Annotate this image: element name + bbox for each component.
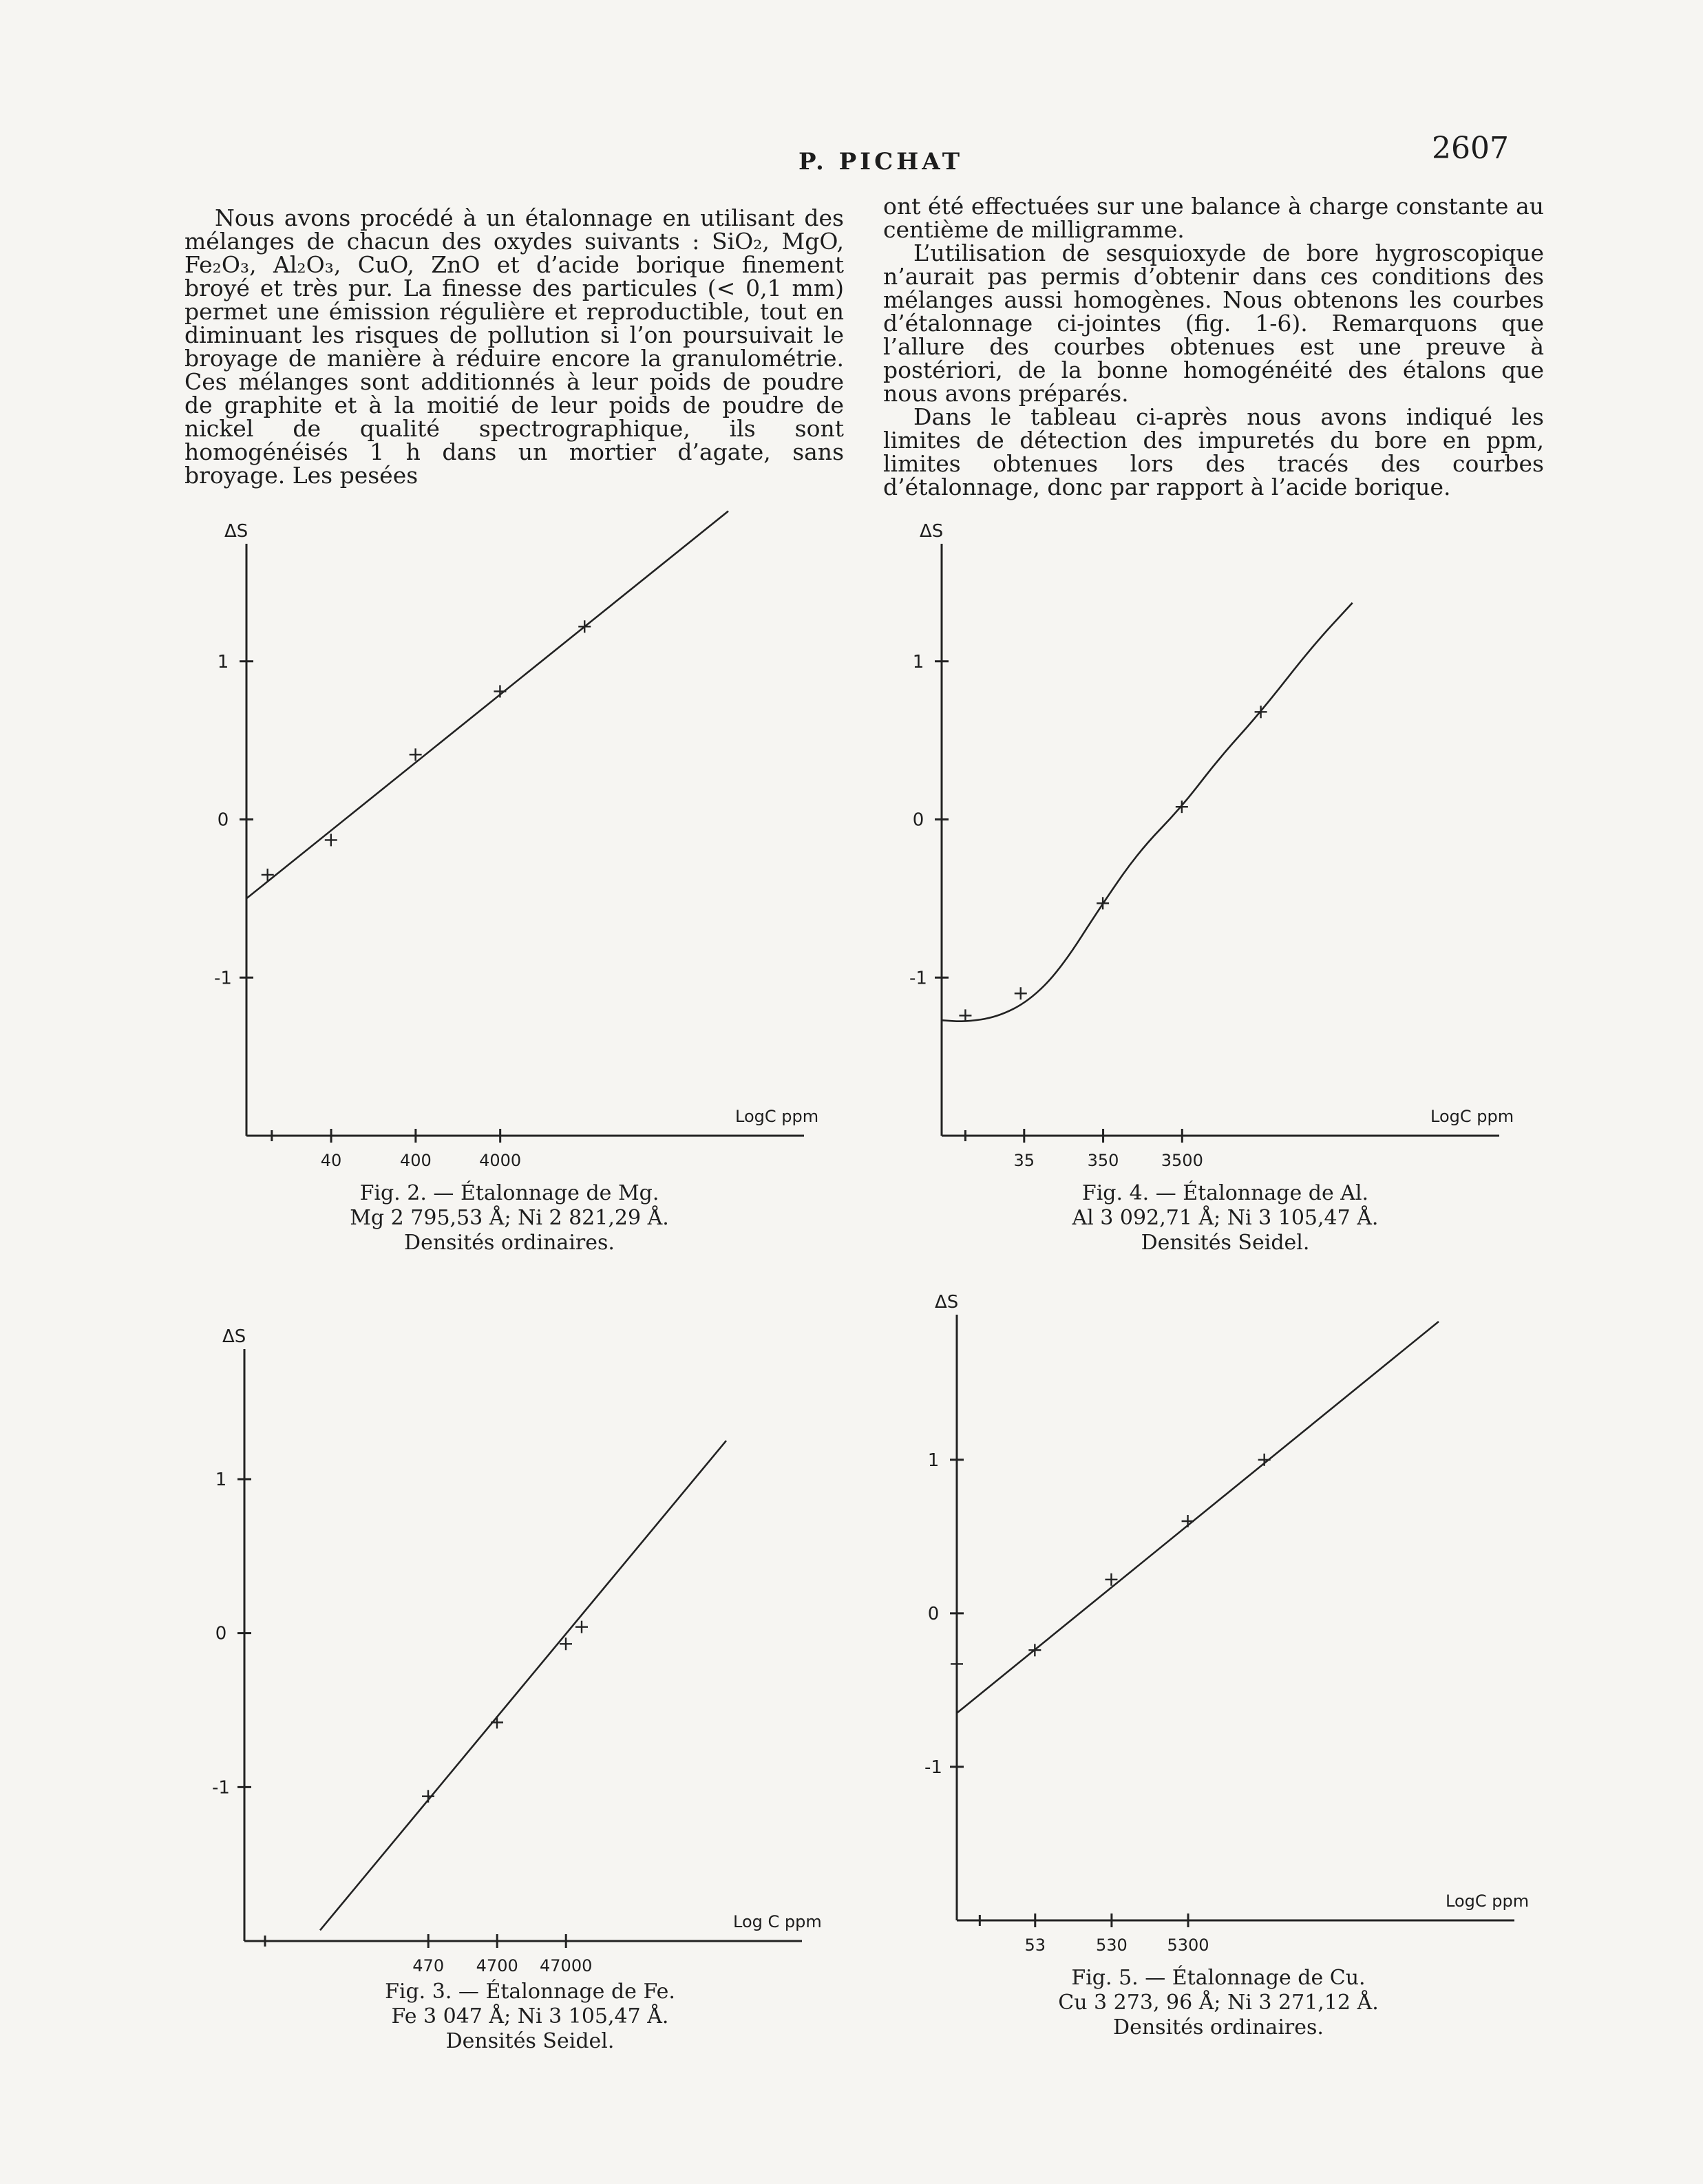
x-tick-label: 530 [1095,1936,1128,1955]
y-axis-label: ΔS [935,1292,959,1313]
caption-title: Fig. 3. — Étalonnage de Fe. [385,1980,675,2004]
caption-line: Densités Seidel. [445,2029,615,2053]
x-tick-label: 40 [320,1151,342,1170]
calibration-line [246,511,728,899]
x-tick-label: 47000 [540,1956,593,1975]
caption-fig5 [909,1966,1528,2040]
y-tick-label: 1 [217,651,229,672]
left-column-text [184,206,844,487]
y-tick-label: 0 [927,1603,940,1624]
x-tick-label: 4000 [479,1151,522,1170]
data-point [959,1009,971,1021]
calibration-curve [942,603,1353,1021]
x-tick-label: 4700 [476,1956,518,1975]
caption-fig2 [200,1181,819,1255]
chart-fig4-al [888,521,1556,1177]
caption-line: Al 3 092,71 Å; Ni 3 105,47 Å. [1072,1206,1379,1230]
y-tick-label: 0 [217,809,229,831]
caption-line: Densités Seidel. [1141,1231,1310,1255]
x-axis-label: LogC ppm [1446,1891,1530,1911]
y-axis-label: ΔS [224,521,248,542]
y-tick-label: -1 [212,1777,230,1799]
caption-title: Fig. 4. — Étalonnage de Al. [1081,1181,1369,1205]
calibration-line [320,1441,726,1930]
y-tick-label: -1 [214,968,232,989]
chart-fig5-cu [895,1292,1569,1969]
data-point [325,834,337,846]
data-point [422,1790,434,1803]
calibration-line [957,1322,1439,1713]
x-tick-label: 350 [1087,1151,1119,1170]
x-axis-label: LogC ppm [735,1107,819,1126]
x-tick-label: 470 [412,1956,445,1975]
y-tick-label: 1 [215,1469,227,1490]
caption-line: Mg 2 795,53 Å; Ni 2 821,29 Å. [350,1206,669,1230]
chart-fig3-fe [193,1328,867,1975]
paragraph: L’utilisation de sesquioxyde de bore hygroscopique n’aurait pas permis d’obtenir dans ces conditions des mélanges aussi homogènes. Nous obtenons les courbes d’étalonnage ci-jointes (fig. 1-6). Remarquons que l’allure des courbes obtenues est une preuve à postériori, de la bonne homogénéité des étalons que nous avons préparés. [883,240,1544,407]
caption-line: Densités ordinaires. [404,1231,615,1255]
page-number: 2607 [1432,131,1509,166]
data-point [951,1657,963,1670]
y-tick-label: -1 [924,1757,942,1778]
x-tick-label: 5300 [1167,1936,1209,1955]
y-axis-label: ΔS [920,521,944,542]
caption-fig4 [916,1181,1535,1255]
running-head: P. PICHAT [798,148,964,176]
y-tick-label: 1 [927,1450,940,1471]
data-point [575,1621,588,1633]
paragraph: Dans le tableau ci-après nous avons indiqué les limites de détection des impuretés du bore en ppm, limites obtenues lors des tracés des courbes d’étalonnage, donc par rapport à l’acide borique. [883,403,1544,500]
caption-line: Densités ordinaires. [1113,2015,1324,2039]
caption-line: Cu 3 273, 96 Å; Ni 3 271,12 Å. [1058,1991,1379,2015]
caption-title: Fig. 2. — Étalonnage de Mg. [359,1181,659,1205]
y-tick-label: -1 [909,968,927,989]
data-point [494,685,506,697]
paragraph: Nous avons procédé à un étalonnage en utilisant des mélanges de chacun des oxydes suivants : SiO₂, MgO, Fe₂O₃, Al₂O₃, CuO, ZnO et d’acide borique finement broyé et très pur. La finesse des particules (< 0,1 mm) permet une émission régulière et reproductible, tout en diminuant les risques de pollution si l’on poursuivait le broyage de manière à réduire encore la granulométrie. Ces mélanges sont additionnés à leur poids de poudre de graphite et à la moitié de leur poids de poudre de nickel de qualité spectrographique, ils sont homogénéisés 1 h dans un mortier d’agate, sans broyage. Les pesées [184,204,844,489]
data-point [1182,1515,1194,1527]
x-axis-label: Log C ppm [733,1912,822,1931]
x-axis-label: LogC ppm [1430,1107,1514,1126]
caption-title: Fig. 5. — Étalonnage de Cu. [1071,1966,1366,1990]
x-tick-label: 3500 [1161,1151,1203,1170]
paragraph: ont été effectuées sur une balance à charge constante au centième de milligramme. [883,193,1544,243]
data-point [1015,987,1027,999]
x-tick-label: 53 [1024,1936,1046,1955]
chart-fig2-mg [200,523,847,1170]
data-point [491,1716,503,1728]
right-column-text [883,195,1544,499]
caption-fig3 [220,1980,840,2054]
y-tick-label: 0 [912,809,924,831]
x-tick-label: 400 [399,1151,432,1170]
y-axis-label: ΔS [222,1326,246,1347]
x-tick-label: 35 [1013,1151,1035,1170]
y-tick-label: 0 [215,1623,227,1644]
caption-line: Fe 3 047 Å; Ni 3 105,47 Å. [391,2004,669,2028]
y-tick-label: 1 [912,651,924,672]
data-point [1258,1454,1271,1466]
